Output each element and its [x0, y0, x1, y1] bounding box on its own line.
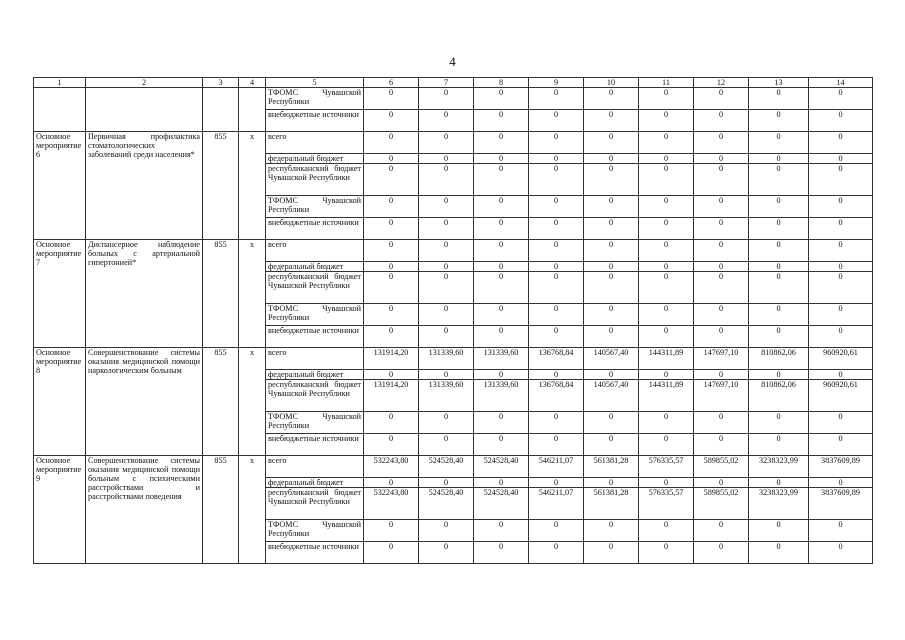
responsible-code: 855	[203, 132, 239, 240]
value-cell: 0	[694, 520, 749, 542]
value-cell: 0	[419, 478, 474, 488]
value-cell: 0	[639, 196, 694, 218]
value-cell: 0	[639, 542, 694, 564]
value-cell: 0	[809, 326, 873, 348]
value-cell: 0	[694, 412, 749, 434]
value-cell: 0	[809, 304, 873, 326]
value-cell: 0	[694, 218, 749, 240]
value-cell: 0	[364, 326, 419, 348]
column-header: 1	[34, 78, 86, 88]
value-cell: 0	[364, 218, 419, 240]
responsible-code: 855	[203, 348, 239, 456]
value-cell: 0	[809, 154, 873, 164]
value-cell: 0	[364, 304, 419, 326]
value-cell: 131914,20	[364, 348, 419, 370]
measure-name: Первичная профилактика стоматологических заболеваний среди населения*	[86, 132, 203, 240]
value-cell: 0	[749, 88, 809, 110]
value-cell: 524528,40	[419, 456, 474, 478]
value-cell: 0	[529, 88, 584, 110]
value-cell: 147697,10	[694, 380, 749, 412]
value-cell: 0	[639, 154, 694, 164]
value-cell: 0	[419, 272, 474, 304]
value-cell: 0	[419, 542, 474, 564]
value-cell: 0	[364, 196, 419, 218]
value-cell: 131339,60	[474, 348, 529, 370]
value-cell: 136768,84	[529, 348, 584, 370]
value-cell: 0	[584, 196, 639, 218]
value-cell: 0	[639, 520, 694, 542]
value-cell: 0	[529, 272, 584, 304]
measure-title: Основное мероприятие 6	[34, 132, 86, 240]
value-cell: 0	[529, 218, 584, 240]
value-cell: 0	[584, 164, 639, 196]
value-cell: 144311,89	[639, 380, 694, 412]
column-header: 5	[266, 78, 364, 88]
value-cell: 0	[749, 370, 809, 380]
value-cell: 0	[584, 326, 639, 348]
column-header: 14	[809, 78, 873, 88]
value-cell: 0	[364, 262, 419, 272]
value-cell: 0	[749, 164, 809, 196]
value-cell: 3837609,89	[809, 456, 873, 478]
column-header: 12	[694, 78, 749, 88]
funding-source: федеральный бюджет	[266, 370, 364, 380]
value-cell: 0	[694, 304, 749, 326]
responsible-code: 855	[203, 240, 239, 348]
value-cell: 0	[639, 272, 694, 304]
value-cell: 0	[639, 88, 694, 110]
value-cell: 3837609,89	[809, 488, 873, 520]
funding-source: всего	[266, 348, 364, 370]
value-cell: 0	[694, 326, 749, 348]
value-cell: 0	[584, 240, 639, 262]
measure-name: Диспансерное наблюдение больных с артериальной гипертонией*	[86, 240, 203, 348]
value-cell: 0	[474, 370, 529, 380]
value-cell: 0	[364, 412, 419, 434]
value-cell: 0	[584, 218, 639, 240]
value-cell: 131339,60	[474, 380, 529, 412]
value-cell: 0	[809, 412, 873, 434]
funding-source: ТФОМС Чувашской Республики	[266, 196, 364, 218]
value-cell: 0	[639, 218, 694, 240]
value-cell: 0	[809, 542, 873, 564]
value-cell: 0	[584, 434, 639, 456]
value-cell: 0	[749, 304, 809, 326]
column-4: x	[239, 456, 266, 564]
value-cell: 0	[364, 272, 419, 304]
funding-source: федеральный бюджет	[266, 262, 364, 272]
value-cell: 0	[529, 164, 584, 196]
value-cell: 0	[364, 542, 419, 564]
value-cell: 561381,28	[584, 488, 639, 520]
value-cell: 960920,61	[809, 348, 873, 370]
value-cell: 0	[529, 240, 584, 262]
value-cell: 0	[474, 110, 529, 132]
column-4: x	[239, 132, 266, 240]
table-row	[34, 348, 873, 370]
value-cell: 0	[529, 154, 584, 164]
column-header: 10	[584, 78, 639, 88]
value-cell: 0	[584, 478, 639, 488]
value-cell: 0	[584, 132, 639, 154]
value-cell: 0	[474, 412, 529, 434]
column-header: 2	[86, 78, 203, 88]
value-cell: 140567,40	[584, 380, 639, 412]
measure-title: Основное мероприятие 8	[34, 348, 86, 456]
responsible-code	[203, 88, 239, 132]
funding-source: всего	[266, 456, 364, 478]
value-cell: 0	[639, 110, 694, 132]
measure-name	[86, 88, 203, 132]
value-cell: 144311,89	[639, 348, 694, 370]
funding-source: республиканский бюджет Чувашской Республики	[266, 272, 364, 304]
value-cell: 0	[529, 412, 584, 434]
value-cell: 524528,40	[474, 456, 529, 478]
value-cell: 546211,07	[529, 456, 584, 478]
value-cell: 0	[749, 542, 809, 564]
funding-source: ТФОМС Чувашской Республики	[266, 520, 364, 542]
value-cell: 0	[364, 478, 419, 488]
table-row	[34, 240, 873, 262]
value-cell: 0	[694, 478, 749, 488]
value-cell: 0	[529, 520, 584, 542]
funding-source: ТФОМС Чувашской Республики	[266, 304, 364, 326]
value-cell: 0	[694, 272, 749, 304]
value-cell: 0	[584, 304, 639, 326]
value-cell: 0	[749, 196, 809, 218]
column-4: x	[239, 240, 266, 348]
value-cell: 3238323,99	[749, 488, 809, 520]
value-cell: 0	[474, 434, 529, 456]
funding-source: внебюджетные источники	[266, 110, 364, 132]
table-row	[34, 132, 873, 154]
value-cell: 524528,40	[419, 488, 474, 520]
value-cell: 0	[694, 196, 749, 218]
value-cell: 0	[694, 262, 749, 272]
responsible-code: 855	[203, 456, 239, 564]
value-cell: 0	[474, 478, 529, 488]
value-cell: 0	[419, 412, 474, 434]
funding-source: всего	[266, 132, 364, 154]
column-4	[239, 88, 266, 132]
value-cell: 0	[809, 478, 873, 488]
value-cell: 0	[639, 326, 694, 348]
funding-source: федеральный бюджет	[266, 154, 364, 164]
measure-title	[34, 88, 86, 132]
value-cell: 0	[474, 154, 529, 164]
value-cell: 0	[584, 370, 639, 380]
value-cell: 0	[419, 196, 474, 218]
value-cell: 576335,57	[639, 456, 694, 478]
value-cell: 0	[809, 196, 873, 218]
value-cell: 0	[529, 304, 584, 326]
value-cell: 0	[364, 520, 419, 542]
value-cell: 0	[584, 110, 639, 132]
value-cell: 0	[529, 196, 584, 218]
value-cell: 0	[639, 478, 694, 488]
value-cell: 0	[749, 412, 809, 434]
value-cell: 0	[639, 304, 694, 326]
value-cell: 0	[474, 240, 529, 262]
value-cell: 0	[694, 110, 749, 132]
value-cell: 0	[364, 132, 419, 154]
value-cell: 532243,80	[364, 488, 419, 520]
value-cell: 0	[749, 154, 809, 164]
value-cell: 546211,07	[529, 488, 584, 520]
value-cell: 0	[584, 542, 639, 564]
value-cell: 0	[419, 240, 474, 262]
value-cell: 0	[639, 412, 694, 434]
table-row	[34, 456, 873, 478]
value-cell: 0	[809, 88, 873, 110]
funding-source: республиканский бюджет Чувашской Республики	[266, 380, 364, 412]
value-cell: 0	[809, 164, 873, 196]
value-cell: 0	[694, 132, 749, 154]
value-cell: 0	[529, 542, 584, 564]
value-cell: 140567,40	[584, 348, 639, 370]
value-cell: 589855,02	[694, 488, 749, 520]
value-cell: 0	[419, 110, 474, 132]
value-cell: 589855,02	[694, 456, 749, 478]
value-cell: 0	[749, 326, 809, 348]
value-cell: 0	[584, 412, 639, 434]
value-cell: 0	[474, 520, 529, 542]
column-header: 11	[639, 78, 694, 88]
value-cell: 0	[474, 542, 529, 564]
value-cell: 561381,28	[584, 456, 639, 478]
value-cell: 0	[809, 262, 873, 272]
funding-source: республиканский бюджет Чувашской Республики	[266, 164, 364, 196]
value-cell: 0	[474, 196, 529, 218]
value-cell: 0	[419, 132, 474, 154]
value-cell: 0	[809, 132, 873, 154]
value-cell: 0	[364, 88, 419, 110]
measure-name: Совершенствование системы оказания медицинской помощи наркологическим больным	[86, 348, 203, 456]
value-cell: 0	[529, 110, 584, 132]
funding-source: всего	[266, 240, 364, 262]
value-cell: 0	[419, 434, 474, 456]
value-cell: 0	[584, 272, 639, 304]
column-header: 9	[529, 78, 584, 88]
value-cell: 0	[749, 110, 809, 132]
value-cell: 0	[809, 434, 873, 456]
measure-name: Совершенствование системы оказания медицинской помощи больным с психическими расстройствами и расстройствами поведения	[86, 456, 203, 564]
table-row	[34, 88, 873, 110]
funding-source: ТФОМС Чувашской Республики	[266, 412, 364, 434]
value-cell: 0	[639, 434, 694, 456]
value-cell: 0	[809, 110, 873, 132]
value-cell: 3238323,99	[749, 456, 809, 478]
value-cell: 0	[694, 88, 749, 110]
value-cell: 0	[749, 240, 809, 262]
value-cell: 0	[809, 218, 873, 240]
value-cell: 0	[529, 434, 584, 456]
value-cell: 0	[809, 520, 873, 542]
value-cell: 0	[694, 434, 749, 456]
value-cell: 0	[749, 520, 809, 542]
value-cell: 0	[639, 164, 694, 196]
value-cell: 0	[639, 262, 694, 272]
value-cell: 0	[749, 272, 809, 304]
value-cell: 810862,06	[749, 380, 809, 412]
value-cell: 0	[809, 272, 873, 304]
value-cell: 0	[419, 154, 474, 164]
value-cell: 0	[474, 272, 529, 304]
value-cell: 131914,20	[364, 380, 419, 412]
funding-table	[33, 77, 873, 564]
value-cell: 0	[419, 370, 474, 380]
value-cell: 0	[749, 478, 809, 488]
value-cell: 810862,06	[749, 348, 809, 370]
value-cell: 0	[584, 262, 639, 272]
value-cell: 147697,10	[694, 348, 749, 370]
value-cell: 0	[474, 326, 529, 348]
value-cell: 0	[364, 154, 419, 164]
value-cell: 0	[749, 218, 809, 240]
column-header: 8	[474, 78, 529, 88]
value-cell: 0	[419, 88, 474, 110]
value-cell: 0	[584, 520, 639, 542]
value-cell: 0	[749, 434, 809, 456]
value-cell: 532243,80	[364, 456, 419, 478]
column-header: 6	[364, 78, 419, 88]
value-cell: 0	[809, 240, 873, 262]
header-row	[34, 78, 873, 88]
value-cell: 0	[419, 520, 474, 542]
value-cell: 0	[474, 262, 529, 272]
value-cell: 0	[419, 218, 474, 240]
value-cell: 0	[419, 304, 474, 326]
value-cell: 524528,40	[474, 488, 529, 520]
funding-source: внебюджетные источники	[266, 218, 364, 240]
value-cell: 0	[364, 164, 419, 196]
value-cell: 0	[419, 326, 474, 348]
funding-source: федеральный бюджет	[266, 478, 364, 488]
value-cell: 0	[529, 326, 584, 348]
value-cell: 0	[529, 262, 584, 272]
value-cell: 0	[474, 304, 529, 326]
value-cell: 0	[809, 370, 873, 380]
value-cell: 131339,60	[419, 348, 474, 370]
value-cell: 576335,57	[639, 488, 694, 520]
value-cell: 0	[749, 262, 809, 272]
measure-title: Основное мероприятие 7	[34, 240, 86, 348]
value-cell: 0	[639, 132, 694, 154]
value-cell: 0	[474, 88, 529, 110]
column-header: 13	[749, 78, 809, 88]
value-cell: 0	[419, 262, 474, 272]
funding-source: внебюджетные источники	[266, 434, 364, 456]
value-cell: 0	[474, 132, 529, 154]
measure-title: Основное мероприятие 9	[34, 456, 86, 564]
value-cell: 0	[529, 132, 584, 154]
value-cell: 0	[584, 88, 639, 110]
column-header: 7	[419, 78, 474, 88]
value-cell: 0	[694, 164, 749, 196]
column-header: 3	[203, 78, 239, 88]
value-cell: 0	[474, 164, 529, 196]
value-cell: 0	[749, 132, 809, 154]
value-cell: 0	[364, 240, 419, 262]
value-cell: 960920,61	[809, 380, 873, 412]
funding-source: ТФОМС Чувашской Республики	[266, 88, 364, 110]
value-cell: 0	[694, 240, 749, 262]
column-header: 4	[239, 78, 266, 88]
value-cell: 0	[529, 478, 584, 488]
value-cell: 0	[529, 370, 584, 380]
funding-source: внебюджетные источники	[266, 542, 364, 564]
value-cell: 0	[694, 542, 749, 564]
value-cell: 131339,60	[419, 380, 474, 412]
value-cell: 0	[694, 154, 749, 164]
value-cell: 0	[584, 154, 639, 164]
value-cell: 136768,84	[529, 380, 584, 412]
page-number: 4	[449, 54, 456, 69]
funding-source: внебюджетные источники	[266, 326, 364, 348]
value-cell: 0	[364, 434, 419, 456]
value-cell: 0	[419, 164, 474, 196]
funding-source: республиканский бюджет Чувашской Республики	[266, 488, 364, 520]
value-cell: 0	[694, 370, 749, 380]
value-cell: 0	[474, 218, 529, 240]
value-cell: 0	[364, 110, 419, 132]
value-cell: 0	[364, 370, 419, 380]
column-4: x	[239, 348, 266, 456]
value-cell: 0	[639, 370, 694, 380]
value-cell: 0	[639, 240, 694, 262]
